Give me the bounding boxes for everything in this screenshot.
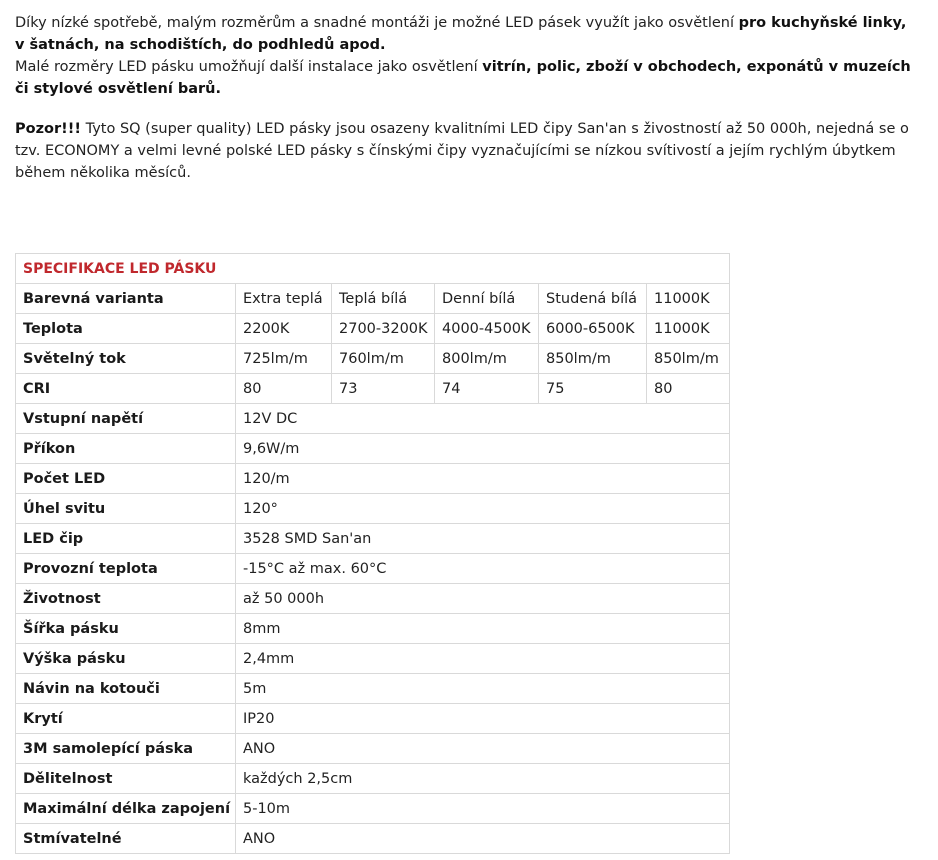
spec-value: 9,6W/m: [236, 434, 730, 464]
spec-value: IP20: [236, 704, 730, 734]
spec-label: Stmívatelné: [16, 824, 236, 854]
spec-row: [16, 614, 730, 644]
spec-value: 850lm/m: [539, 344, 647, 374]
spec-value: 80: [236, 374, 332, 404]
spec-value: 8mm: [236, 614, 730, 644]
spec-label: Barevná varianta: [16, 284, 236, 314]
warning-text: Tyto SQ (super quality) LED pásky jsou osazeny kvalitními LED čipy San'an s živostností až 50 000h, nejedná se o tzv. ECONOMY a velmi levné polské LED pásky s čínskými čipy vyznačujícími se nízkou svítivostí a jejím rychlým úbytkem během několika měsíců.: [15, 121, 909, 181]
spec-title: SPECIFIKACE LED PÁSKU: [16, 254, 730, 284]
spec-value: 2,4mm: [236, 644, 730, 674]
spec-value: 6000-6500K: [539, 314, 647, 344]
spec-value: 725lm/m: [236, 344, 332, 374]
spec-value: 800lm/m: [435, 344, 539, 374]
intro-text-2: Malé rozměry LED pásku umožňují další instalace jako osvětlení: [15, 59, 483, 75]
spec-value: -15°C až max. 60°C: [236, 554, 730, 584]
intro-text-1: Díky nízké spotřebě, malým rozměrům a snadné montáži je možné LED pásek využít jako osvětlení: [15, 15, 739, 31]
spec-value: 73: [332, 374, 435, 404]
spec-value: 5m: [236, 674, 730, 704]
spec-value: ANO: [236, 734, 730, 764]
spec-row: [16, 584, 730, 614]
spec-row: [16, 554, 730, 584]
spec-row: [16, 764, 730, 794]
spec-value: 2700-3200K: [332, 314, 435, 344]
spec-label: Krytí: [16, 704, 236, 734]
spec-row: [16, 524, 730, 554]
spec-value: 5-10m: [236, 794, 730, 824]
spec-value: Teplá bílá: [332, 284, 435, 314]
spec-value: 2200K: [236, 314, 332, 344]
spec-row: [16, 344, 730, 374]
intro-bold-1: pro kuchyňské linky, v šatnách, na schodištích, do podhledů apod.: [15, 15, 907, 53]
spec-value: 12V DC: [236, 404, 730, 434]
spec-row: [16, 704, 730, 734]
spec-row: [16, 494, 730, 524]
intro-paragraph-1: [15, 12, 920, 56]
spec-row: [16, 404, 730, 434]
spec-table: [15, 253, 730, 854]
spec-value: ANO: [236, 824, 730, 854]
intro-bold-2: vitrín, polic, zboží v obchodech, exponátů v muzeích či stylové osvětlení barů.: [15, 59, 911, 97]
spec-row: [16, 464, 730, 494]
warning-paragraph: [15, 118, 920, 184]
spec-label: Návin na kotouči: [16, 674, 236, 704]
spec-value: Extra teplá: [236, 284, 332, 314]
spec-label: LED čip: [16, 524, 236, 554]
spec-label: Šířka pásku: [16, 614, 236, 644]
spec-label: Vstupní napětí: [16, 404, 236, 434]
spec-label: Provozní teplota: [16, 554, 236, 584]
spec-value: 3528 SMD San'an: [236, 524, 730, 554]
spec-label: Úhel svitu: [16, 494, 236, 524]
spec-value: 850lm/m: [647, 344, 730, 374]
spec-row: [16, 644, 730, 674]
spec-value: každých 2,5cm: [236, 764, 730, 794]
spec-value: Denní bílá: [435, 284, 539, 314]
spec-label: Počet LED: [16, 464, 236, 494]
spec-title-row: [16, 254, 730, 284]
spec-value: až 50 000h: [236, 584, 730, 614]
spec-label: Výška pásku: [16, 644, 236, 674]
spec-row: [16, 794, 730, 824]
spec-row: [16, 284, 730, 314]
spec-value: 760lm/m: [332, 344, 435, 374]
spec-label: Světelný tok: [16, 344, 236, 374]
spec-label: Příkon: [16, 434, 236, 464]
spec-row: [16, 824, 730, 854]
spec-label: Dělitelnost: [16, 764, 236, 794]
spec-label: CRI: [16, 374, 236, 404]
spec-row: [16, 734, 730, 764]
spec-label: Maximální délka zapojení: [16, 794, 236, 824]
spec-value: Studená bílá: [539, 284, 647, 314]
spec-row: [16, 434, 730, 464]
spec-value: 11000K: [647, 284, 730, 314]
intro-paragraph-2: [15, 56, 920, 100]
spec-row: [16, 314, 730, 344]
spec-value: 80: [647, 374, 730, 404]
spec-label: 3M samolepící páska: [16, 734, 236, 764]
spec-value: 120/m: [236, 464, 730, 494]
intro-text: [15, 12, 920, 184]
spec-value: 74: [435, 374, 539, 404]
spec-value: 75: [539, 374, 647, 404]
spec-row: [16, 374, 730, 404]
spec-label: Životnost: [16, 584, 236, 614]
spec-value: 120°: [236, 494, 730, 524]
spec-label: Teplota: [16, 314, 236, 344]
spec-row: [16, 674, 730, 704]
warning-label: Pozor!!!: [15, 121, 81, 137]
spec-value: 11000K: [647, 314, 730, 344]
spec-value: 4000-4500K: [435, 314, 539, 344]
